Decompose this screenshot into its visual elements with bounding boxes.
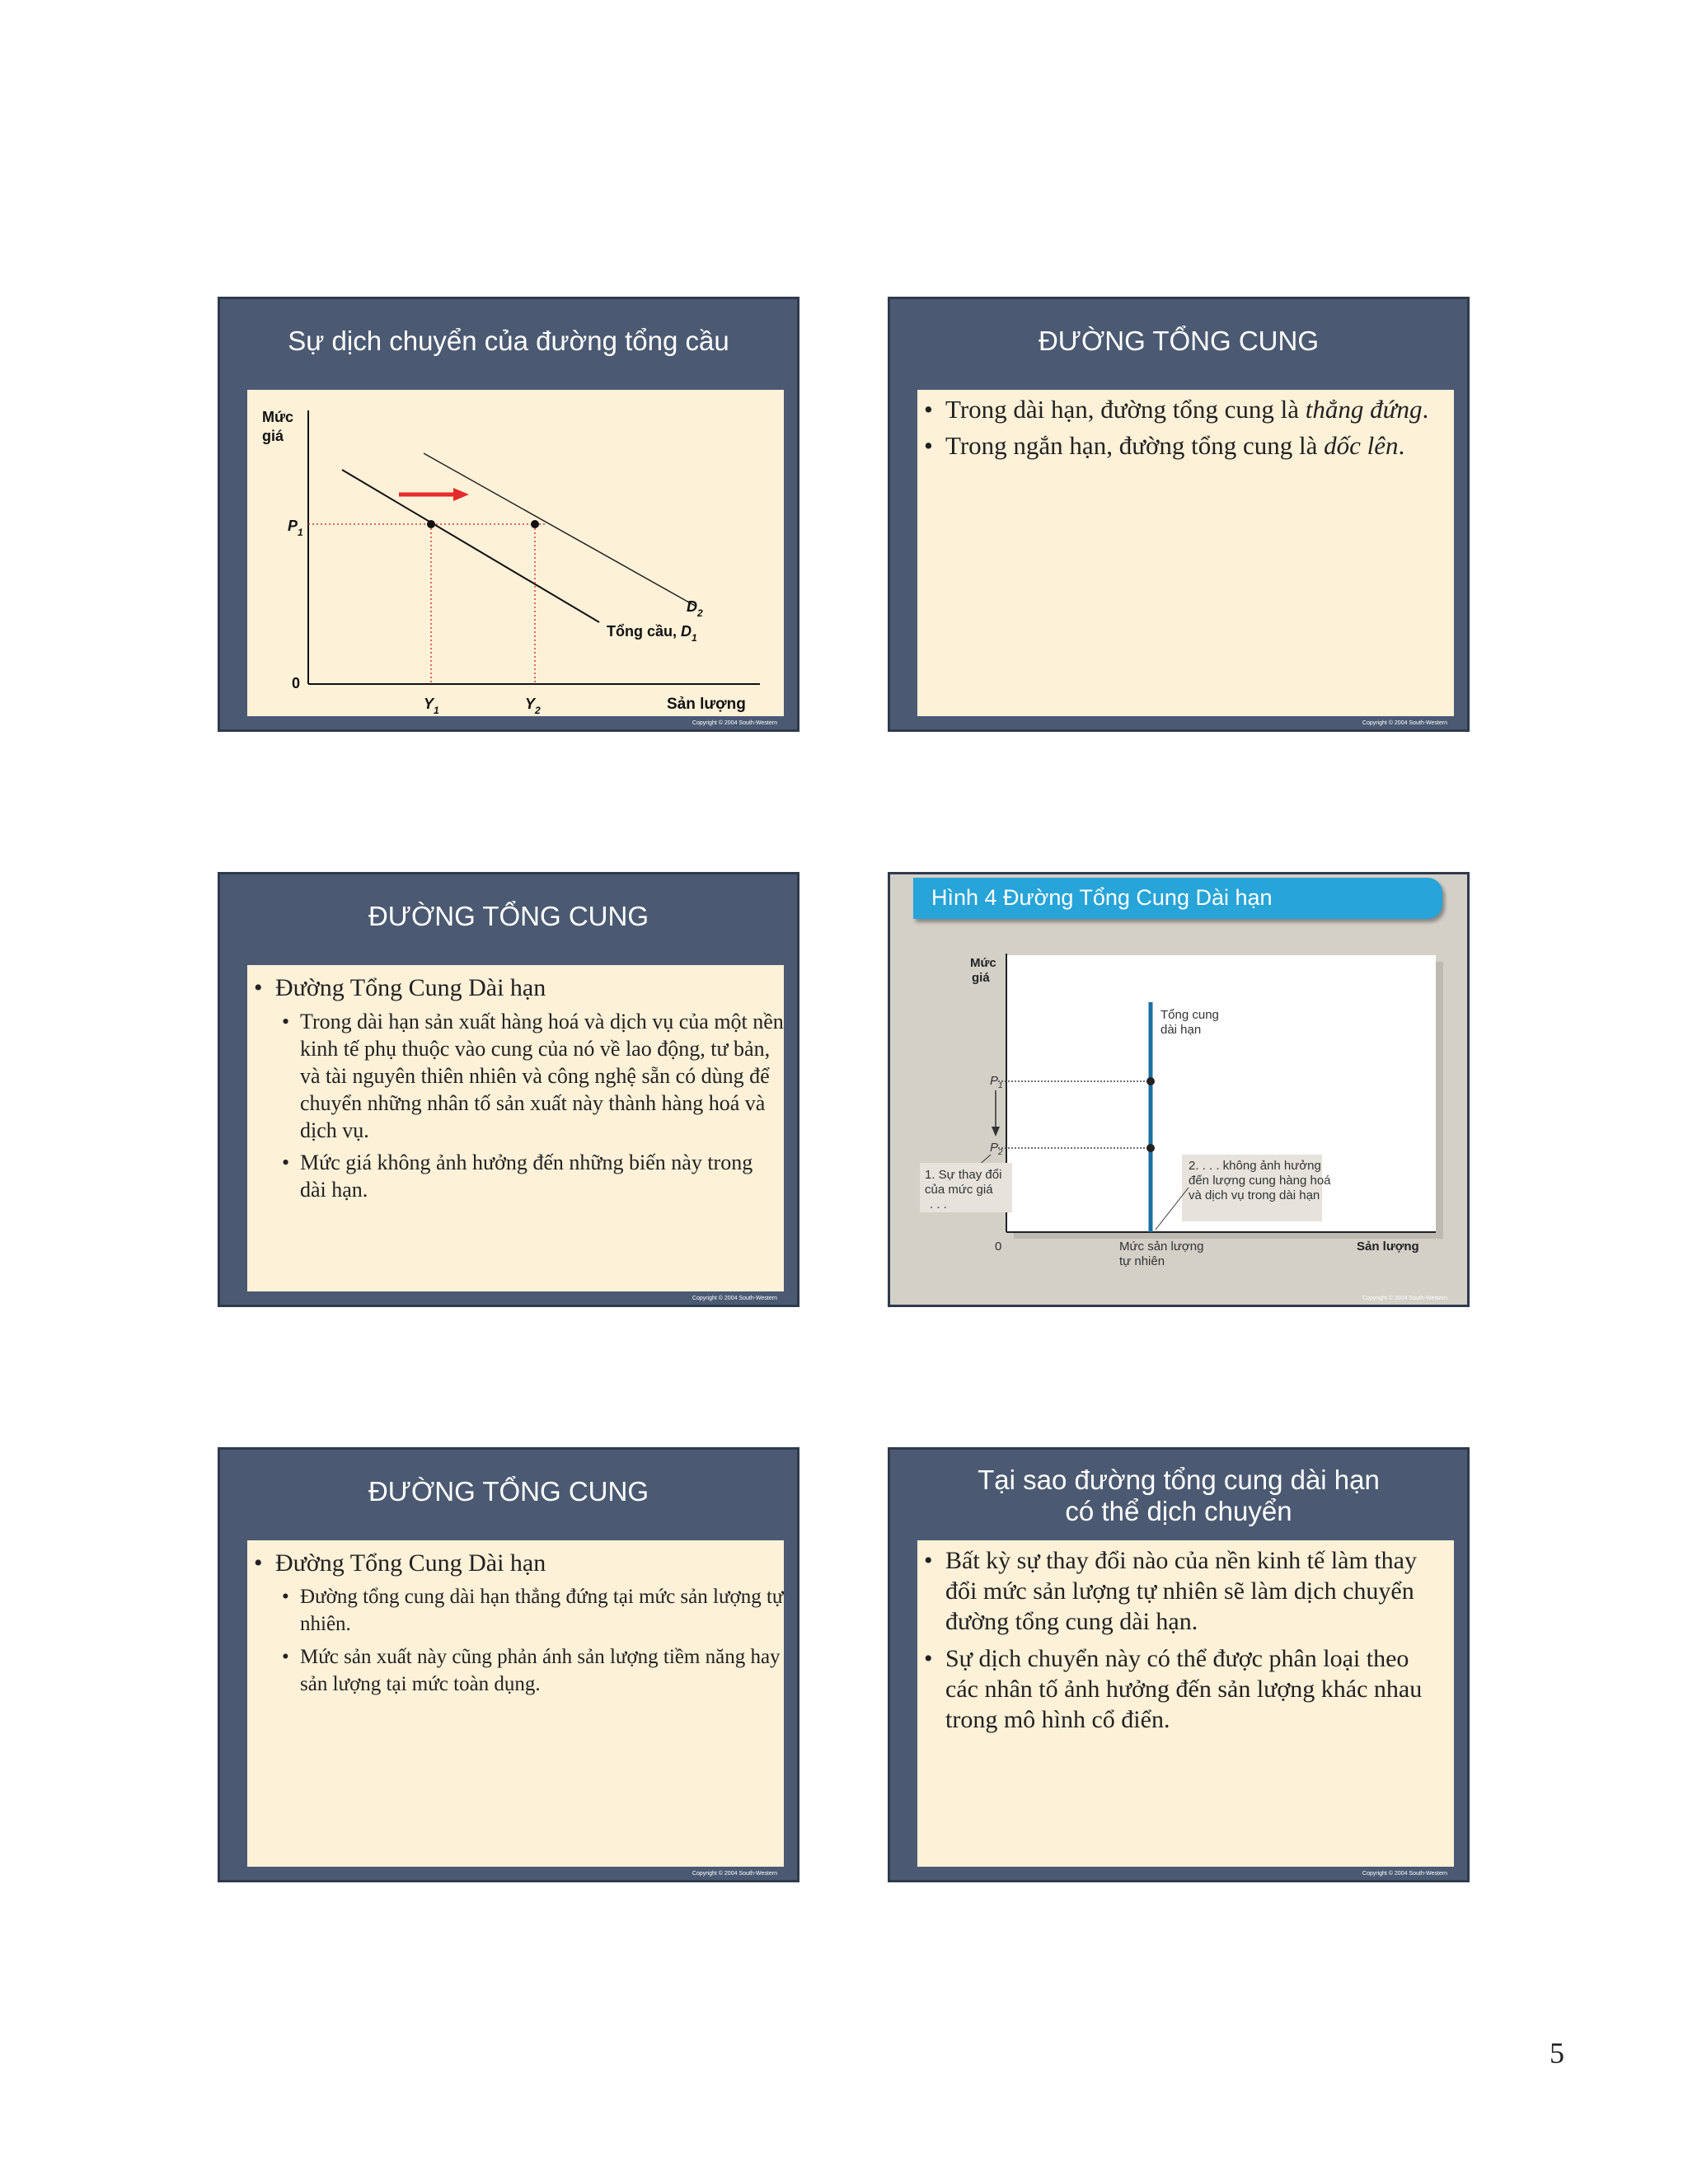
shift-arrow-head — [453, 488, 469, 501]
copyright: Copyright © 2004 South-Western — [692, 1871, 777, 1877]
lras-label: dài hạn — [1160, 1023, 1202, 1037]
origin-label: 0 — [995, 1240, 1002, 1254]
slide-content — [247, 965, 784, 1291]
x-axis-label: Sản lượng — [667, 696, 746, 713]
natural-output-label: tự nhiên — [1119, 1254, 1165, 1268]
lras-label: Tổng cung — [1160, 1008, 1219, 1022]
sub-bullet-list — [275, 1583, 784, 1698]
copyright: Copyright © 2004 South-Western — [1362, 720, 1447, 726]
slide-title: ĐƯỜNG TỔNG CUNG — [1038, 326, 1320, 356]
copyright: Copyright © 2004 South-Western — [692, 1296, 777, 1301]
ad-shift-diagram — [247, 390, 784, 716]
copyright: Copyright © 2004 South-Western — [1362, 1296, 1447, 1301]
slide-aggregate-supply — [218, 872, 799, 1307]
note1: 1. Sự thay đổi — [925, 1168, 1002, 1182]
copyright: Copyright © 2004 South-Western — [692, 720, 777, 726]
y2-label: $Y_2$ — [525, 696, 541, 716]
slide-content — [917, 390, 1454, 716]
slide-figure-lras — [888, 872, 1470, 1307]
point-p2 — [1146, 1144, 1155, 1152]
p2-label: $P_2$ — [990, 1141, 1003, 1157]
y-axis-label: giá — [262, 428, 284, 444]
note1: . . . — [930, 1197, 947, 1212]
note2: 2. . . . không ảnh hưởng — [1189, 1159, 1321, 1173]
bullet-list — [917, 1540, 1454, 1735]
bullet-item: • Trong ngắn hạn, đường tổng cung là dốc lên. — [917, 428, 1454, 464]
point-d2 — [531, 520, 539, 528]
point-p1 — [1146, 1077, 1155, 1085]
y1-label: $Y_1$ — [424, 696, 439, 716]
demand-curve-d1 — [342, 470, 599, 622]
natural-output-label: Mức sản lượng — [1119, 1240, 1204, 1254]
sub-bullet-item: • Mức giá không ảnh hưởng đến những biến này trong dài hạn. — [275, 1149, 784, 1203]
bullet-item: • Đường Tổng Cung Dài hạn • Trong dài hạn sản xuất hàng hoá và dịch vụ của một nền kinh tế phụ thuộc vào cung của nó về lao động, tư bản, và tài nguyên thiên nhiên và công nghệ sẵn có dùng để chuyển những nhân tố sản xuất này thành hàng hoá và dịch vụ. • Mức giá không ảnh hưởng đến những biến này trong dài hạn. — [247, 973, 784, 1203]
sub-bullet-item: • Mức sản xuất này cũng phản ánh sản lượng tiềm năng hay sản lượng tại mức toàn dụng. — [275, 1643, 784, 1698]
price-change-arrow-head — [992, 1127, 1000, 1137]
bullet-list — [917, 390, 1454, 464]
bullet-item: • Trong dài hạn, đường tổng cung là thẳng đứng. — [917, 391, 1454, 428]
bullet-list — [247, 965, 784, 1203]
slide-aggregate-supply — [888, 297, 1470, 732]
demand-curve-d2 — [424, 453, 696, 607]
d1-label: Tổng cầu, $D_1$ — [607, 623, 697, 644]
p1-label: $P_1$ — [288, 518, 303, 538]
slide-title: Sự dịch chuyển của đường tổng cầu — [288, 326, 729, 356]
page-number: 5 — [1550, 2036, 1564, 2069]
origin-label: 0 — [292, 675, 301, 691]
note2: đến lượng cung hàng hoá — [1189, 1174, 1331, 1188]
bullet-list — [247, 1540, 784, 1698]
slide-aggregate-supply — [218, 1447, 799, 1882]
y-axis-label: giá — [972, 971, 990, 985]
slide-title-line: có thể dịch chuyển — [1065, 1496, 1292, 1526]
lras-diagram — [890, 874, 1467, 1305]
bullet-item: • Bất kỳ sự thay đổi nào của nền kinh tế làm thay đổi mức sản lượng tự nhiên sẽ làm dịch chuyển đường tổng cung dài hạn. — [917, 1545, 1447, 1637]
point-d1 — [427, 520, 435, 528]
y-axis-label: Mức — [970, 956, 996, 970]
slide-title: ĐƯỜNG TỔNG CUNG — [368, 1476, 649, 1507]
slide-lras-shift-reasons — [888, 1447, 1470, 1882]
sub-bullet-item: • Đường tổng cung dài hạn thẳng đứng tại mức sản lượng tự nhiên. — [275, 1583, 784, 1638]
slide-content — [247, 390, 784, 716]
figure-title: Hình 4 Đường Tổng Cung Dài hạn — [931, 885, 1273, 910]
note1: của mức giá — [925, 1183, 993, 1197]
slide-aggregate-demand-shift — [218, 297, 799, 732]
sub-bullet-item: • Trong dài hạn sản xuất hàng hoá và dịch vụ của một nền kinh tế phụ thuộc vào cung của nó về lao động, tư bản, và tài nguyên thiên nhiên và công nghệ sẵn có dùng để chuyển những nhân tố sản xuất này thành hàng hoá và dịch vụ. — [275, 1008, 784, 1144]
p1-label: $P_1$ — [990, 1074, 1003, 1090]
y-axis-label: Mức — [262, 409, 294, 425]
sub-bullet-list — [275, 1008, 784, 1203]
x-axis-label: Sản lượng — [1357, 1240, 1419, 1254]
slide-title: ĐƯỜNG TỔNG CUNG — [368, 901, 649, 931]
note2: và dịch vụ trong dài hạn — [1189, 1188, 1320, 1202]
slide-title — [890, 1465, 1467, 1527]
slide-title-line: Tại sao đường tổng cung dài hạn — [978, 1465, 1380, 1495]
bullet-item: • Sự dịch chuyển này có thể được phân loại theo các nhân tố ảnh hưởng đến sản lượng khác nhau trong mô hình cổ điển. — [917, 1643, 1447, 1735]
copyright: Copyright © 2004 South-Western — [1362, 1871, 1447, 1877]
slide-content — [917, 1540, 1454, 1867]
d2-label: $D_2$ — [687, 598, 703, 619]
bullet-item: • Đường Tổng Cung Dài hạn • Đường tổng cung dài hạn thẳng đứng tại mức sản lượng tự nhiên. • Mức sản xuất này cũng phản ánh sản lượng tiềm năng hay sản lượng tại mức toàn dụng. — [247, 1549, 784, 1698]
slide-content — [247, 1540, 784, 1867]
